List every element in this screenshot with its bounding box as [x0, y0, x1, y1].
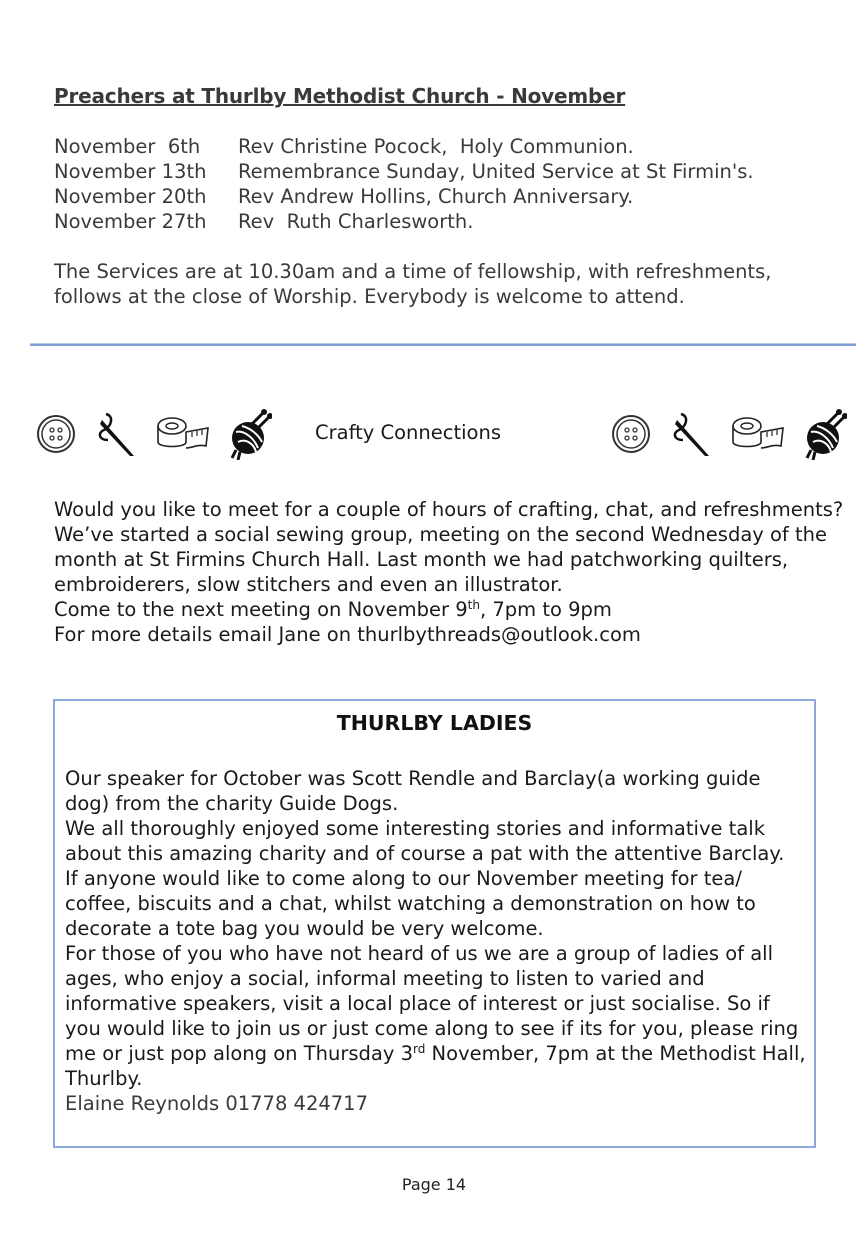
ladies-paragraph [65, 941, 810, 1091]
schedule-detail: Remembrance Sunday, United Service at St Firmin's. [238, 160, 754, 183]
services-note: The Services are at 10.30am and a time of fellowship, with refreshments, follows at the close of Worship. Everybody is welcome to attend. [54, 260, 772, 308]
section-divider [30, 343, 856, 346]
crafty-paragraph: Would you like to meet for a couple of hours of crafting, chat, and refreshments? We’ve started a social sewing group, meeting on the second Wednesday of the month at St Firmins Church Hall. Last month we had patchworking quilters, embroiderers, slow stitchers and even an illustrator. [54, 498, 844, 596]
craft-icons-left [36, 408, 272, 460]
next-meeting-text: Come to the next meeting on November 9 [54, 598, 468, 621]
schedule-row [54, 184, 754, 209]
ladies-paragraph: If anyone would like to come along to our November meeting for tea/ coffee, biscuits and a chat, whilst watching a demonstration on how to decorate a tote bag you would be very welcome. [65, 867, 756, 940]
schedule-date: November 6th [54, 135, 201, 158]
schedule-row [54, 209, 754, 234]
craft-icons-right [611, 408, 847, 460]
ordinal-suffix: rd [413, 1042, 426, 1056]
crafty-connections-title: Crafty Connections [315, 421, 501, 444]
button-icon [611, 414, 651, 454]
thurlby-ladies-title: THURLBY LADIES [336, 711, 533, 735]
ladies-contact: Elaine Reynolds 01778 424717 [65, 1092, 368, 1115]
schedule-detail: Rev Ruth Charlesworth. [238, 210, 474, 233]
page-number: Page 14 [401, 1175, 467, 1194]
yarn-ball-icon [803, 408, 847, 460]
crafty-contact: For more details email Jane on thurlbythreads@outlook.com [54, 623, 641, 646]
schedule-date: November 20th [54, 185, 207, 208]
schedule-row [54, 134, 754, 159]
ladies-paragraph: We all thoroughly enjoyed some interesting stories and informative talk about this amazing charity and of course a pat with the attentive Barclay. [65, 817, 785, 865]
tape-measure-icon [731, 414, 785, 454]
schedule-date: November 27th [54, 210, 207, 233]
thurlby-ladies-box [53, 699, 816, 1148]
schedule-detail: Rev Christine Pocock, Holy Communion. [238, 135, 634, 158]
button-icon [36, 414, 76, 454]
crafty-next-meeting [54, 597, 854, 622]
ladies-p4-suffix: November, 7pm at the Methodist Hall, Thurlby. [65, 1042, 806, 1090]
schedule-row [54, 159, 754, 184]
thurlby-ladies-body [65, 766, 810, 1116]
preachers-title: Preachers at Thurlby Methodist Church - November [54, 84, 626, 108]
ordinal-suffix: th [467, 598, 480, 612]
ladies-p4-text: For those of you who have not heard of us we are a group of ladies of all ages, who enjoy a social, informal meeting to listen to varied and informative speakers, visit a local place of interest or just socialise. So if you would like to join us or just come along to see if its for you, please ring me or just pop along on Thursday 3 [65, 942, 799, 1065]
schedule-detail: Rev Andrew Hollins, Church Anniversary. [238, 185, 634, 208]
preacher-schedule [54, 134, 754, 234]
needle-thread-icon [94, 410, 138, 458]
yarn-ball-icon [228, 408, 272, 460]
crafty-connections-body [54, 497, 854, 647]
next-meeting-time: , 7pm to 9pm [479, 598, 612, 621]
ladies-paragraph: Our speaker for October was Scott Rendle and Barclay(a working guide dog) from the charity Guide Dogs. [65, 767, 761, 815]
needle-thread-icon [669, 410, 713, 458]
schedule-date: November 13th [54, 160, 207, 183]
tape-measure-icon [156, 414, 210, 454]
